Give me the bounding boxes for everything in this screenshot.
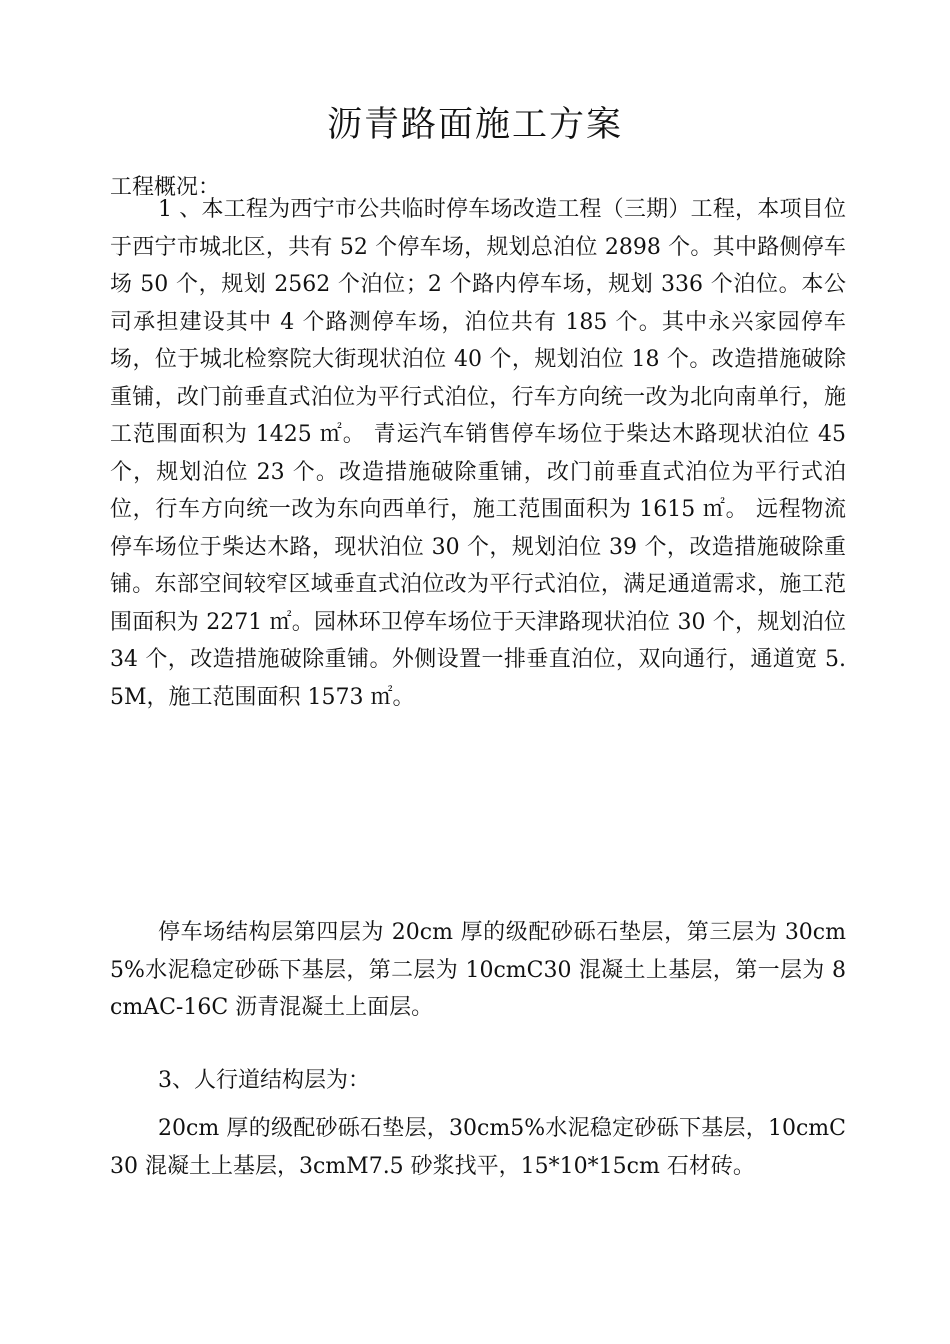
paragraph-sidewalk-structure: 20cm 厚的级配砂砾石垫层，30cm5%水泥稳定砂砾下基层，10cmC30 混凝土上基层，3cmM7.5 砂浆找平，15*10*15cm 石材砖。 — [110, 1116, 846, 1179]
section-label-overview: 工程概况： — [110, 175, 221, 200]
paragraph-project-overview: 1 、本工程为西宁市公共临时停车场改造工程（三期）工程，本项目位于西宁市城北区，共有 52 个停车场，规划总泊位 2898 个。其中路侧停车场 50 个，规划 2562 个泊位；2 个路内停车场，规划 336 个泊位。本公司承担建设其中 4 个路测停车场，泊位共有 185 个。其中永兴家园停车场，位于城北检察院大街现状泊位 40 个，规划泊位 18 个。改造措施破除重铺，改门前垂直式泊位为平行式泊位，行车方向统一改为北向南单行，施工范围面积为 1425 ㎡。 青运汽车销售停车场位于柴达木路现状泊位 45 个，规划泊位 23 个。改造措施破除重铺，改门前垂直式泊位为平行式泊位，行车方向统一改为东向西单行，施工范围面积为 1615 ㎡。 远程物流停车场位于柴达木路，现状泊位 30 个，规划泊位 39 个，改造措施破除重铺。东部空间较窄区域垂直式泊位改为平行式泊位，满足通道需求，施工范围面积为 2271 ㎡。园林环卫停车场位于天津路现状泊位 30 个，规划泊位 34 个，改造措施破除重铺。外侧设置一排垂直泊位，双向通行，通道宽 5.5M，施工范围面积 1573 ㎡。 — [110, 197, 846, 710]
paragraph-parking-structure: 停车场结构层第四层为 20cm 厚的级配砂砾石垫层，第三层为 30cm5%水泥稳定砂砾下基层，第二层为 10cmC30 混凝土上基层，第一层为 8cmAC-16C 沥青混凝土上面层。 — [110, 920, 846, 1020]
document-title: 沥青路面施工方案 — [326, 105, 623, 145]
paragraph-sidewalk-heading: 3、人行道结构层为： — [158, 1068, 370, 1093]
